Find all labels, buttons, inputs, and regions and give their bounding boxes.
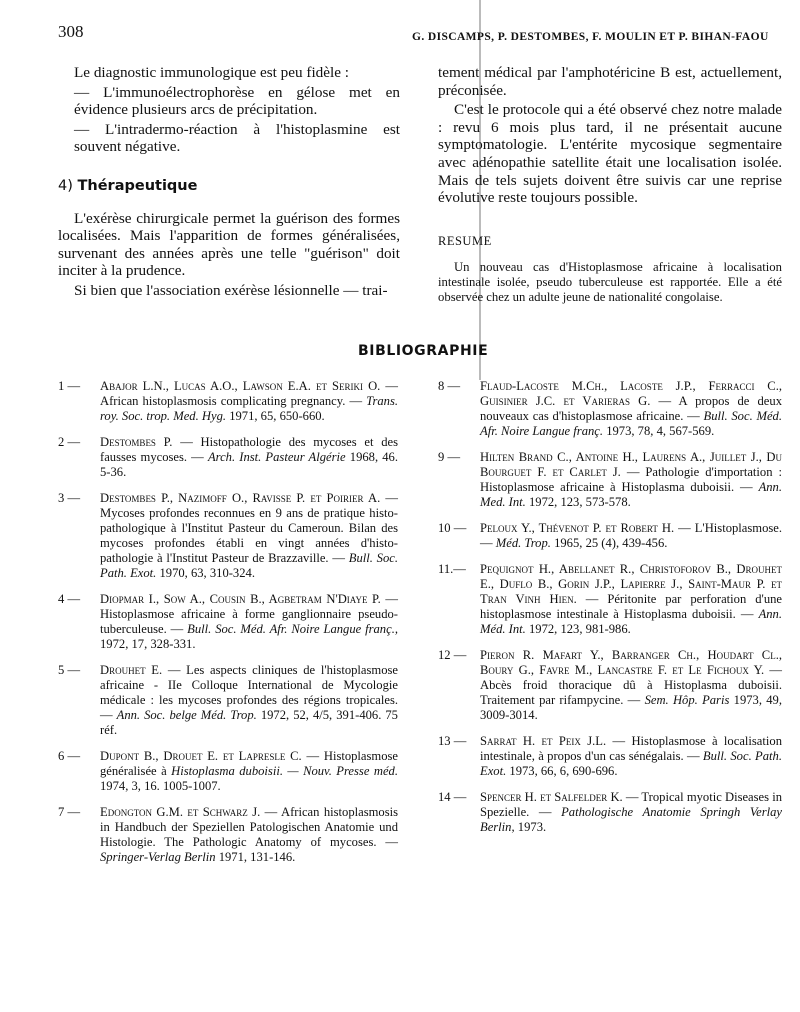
ref-authors: Destombes P., Nazimoff O., Ravisse P. et Poirier A. xyxy=(100,491,381,505)
reference-item xyxy=(58,491,398,581)
resume-heading: RESUME xyxy=(438,233,492,248)
ref-authors: Abajor L.N., Lucas A.O., Lawson E.A. et Seriki O. xyxy=(100,379,381,393)
ref-details: 1974, 3, 16. 1005-1007. xyxy=(100,779,221,793)
bibliography-left-column xyxy=(58,379,398,876)
ref-details: 1972, 52, 4/5, 391-406. 75 réf. xyxy=(100,708,398,737)
ref-number: 1 — xyxy=(58,379,81,393)
ref-title: — L'Histoplasmose. — xyxy=(480,521,783,550)
reference-item xyxy=(438,734,782,779)
ref-title: — Pathologie d'importation : Histoplasmose africaine à Histoplasma duboisii. — xyxy=(480,465,782,494)
ref-source: Bull. Soc. Path. Exot. xyxy=(100,551,399,580)
ref-authors: Flaud-Lacoste M.Ch., Lacoste J.P., Ferracci C., Guisinier J.C. et Varieras G. xyxy=(480,379,782,408)
reference-item xyxy=(58,663,398,738)
bibliography-right-column xyxy=(438,379,782,846)
reference-item xyxy=(58,749,398,794)
ref-authors: Sarrat H. et Peix J.L. xyxy=(480,734,607,748)
ref-details: 1972, 17, 328-331. xyxy=(100,637,196,651)
ref-title: — Histoplasmose généralisée à xyxy=(100,749,399,778)
ref-title: — Péritonite par perforation d'une histoplasmose intestinale à Histoplasma duboisii. — xyxy=(480,592,783,621)
ref-title: — African histoplasmosis in Handbuch der Speziellen Patologischen Anatomie und Histologie. The Pathologic Anatomy of mycoses. — xyxy=(100,805,398,849)
reference-item xyxy=(438,450,782,510)
running-header-authors: G. DISCAMPS, P. DESTOMBES, F. MOULIN ET P. BIHAN-FAOU xyxy=(412,31,769,43)
ref-number: 4 — xyxy=(58,592,81,606)
ref-details: 1968, 46. 5-36. xyxy=(100,450,398,479)
resume-text: Un nouveau cas d'Histoplasmose africaine à localisation intestinale isolée, pseudo tuberculeuse est rapportée. Elle a été observée chez un adulte jeune de nationalité congolaise. xyxy=(438,260,782,305)
ref-source: Sem. Hôp. Paris xyxy=(644,693,730,707)
ref-details: 1972, 123, 573-578. xyxy=(528,495,631,509)
paragraph: tement médical par l'amphotéricine B est, actuellement, préconisée. xyxy=(438,64,782,99)
reference-item xyxy=(58,592,398,652)
reference-item xyxy=(438,521,782,551)
section-heading-number: 4) xyxy=(58,177,73,194)
ref-number: 12 — xyxy=(438,648,467,662)
ref-authors: Peloux Y., Thévenot P. et Robert H. xyxy=(480,521,675,535)
ref-source: Bull. Soc. Méd. Afr. Noire Langue franç. xyxy=(480,409,782,438)
ref-number: 10 — xyxy=(438,521,467,535)
dash-item: — L'immunoélectrophorèse en gélose met en évidence plusieurs arcs de précipitation. xyxy=(74,83,400,119)
ref-number: 13 — xyxy=(438,734,467,748)
left-text-column xyxy=(58,64,400,302)
ref-title: — Les aspects cliniques de l'histoplasmose africaine - IIe Colloque International de Mycologie médicale : les mycoses profondes des régions tropicales. — xyxy=(100,663,398,722)
ref-number: 3 — xyxy=(58,491,81,505)
ref-details: 1973, 66, 6, 690-696. xyxy=(509,764,618,778)
paragraph: Le diagnostic immunologique est peu fidèle : xyxy=(74,64,349,81)
ref-authors: Spencer H. et Salfelder K. xyxy=(480,790,623,804)
reference-item xyxy=(438,790,782,835)
ref-number: 14 — xyxy=(438,790,467,804)
ref-number: 8 — xyxy=(438,379,461,393)
reference-item xyxy=(58,379,398,424)
ref-authors: Hilten Brand C., Antoine H., Laurens A., Juillet J., Du Bourguet F. et Carlet J. xyxy=(480,450,782,479)
ref-details: 1972, 123, 981-986. xyxy=(528,622,631,636)
ref-details: 1965, 25 (4), 439-456. xyxy=(554,536,668,550)
ref-title: — African histoplasmosis complicating pregnancy. — xyxy=(100,379,398,408)
ref-details: 1971, 65, 650-660. xyxy=(229,409,325,423)
paragraph: L'exérèse chirurgicale permet la guérison des formes localisées. Mais l'apparition de formes généralisées, survenant des années après une telle "guérison" doit inciter à la prudence. xyxy=(58,209,400,280)
ref-title: — Histoplasmose à localisation intestinale, à propos d'un cas sénégalais. — xyxy=(480,734,782,763)
ref-source: Ann. Méd. Int. xyxy=(480,607,782,636)
ref-authors: Dupont B., Drouet E. et Lapresle C. xyxy=(100,749,302,763)
ref-authors: Edongton G.M. et Schwarz J. xyxy=(100,805,261,819)
paragraph: Si bien que l'association exérèse lésionnelle — trai- xyxy=(74,281,388,299)
reference-item xyxy=(438,379,782,439)
ref-details: 1973, 49, 3009-3014. xyxy=(480,693,782,722)
ref-source: Springer-Verlag Berlin xyxy=(100,850,216,864)
ref-source: Bull. Soc. Méd. Afr. Noire Langue franç., xyxy=(187,622,398,636)
ref-number: 2 — xyxy=(58,435,81,449)
ref-source: Ann. Med. Int. xyxy=(480,480,782,509)
right-text-column xyxy=(438,64,782,307)
reference-item xyxy=(438,648,782,723)
ref-authors: Destombes P. xyxy=(100,435,173,449)
ref-number: 9 — xyxy=(438,450,461,464)
ref-authors: Pieron R. Mafart Y., Barranger Ch., Houdart Cl., Boury G., Favre M., Lancastre F. et Le Fichoux Y. xyxy=(480,648,782,677)
ref-title: — Mycoses profondes reconnues en 9 ans de pratique histo-pathologique à l'Institut Pasteur du Cameroun. Bilan des mycoses profondes établi en vingt années d'histo-pathologie à l'Institut Pasteur de Brazzaville. — xyxy=(100,491,398,565)
section-heading xyxy=(58,178,400,196)
ref-details: 1971, 131-146. xyxy=(218,850,296,864)
section-heading-title: Thérapeutique xyxy=(77,177,198,194)
ref-title: — Histopathologie des mycoses et des fausses mycoses. — xyxy=(100,435,398,464)
ref-source: Arch. Inst. Pasteur Algérie xyxy=(207,450,346,464)
page-number: 308 xyxy=(58,22,84,41)
ref-source: Histoplasma duboisii. — Nouv. Presse méd. xyxy=(171,764,398,778)
reference-item xyxy=(58,435,398,480)
ref-authors: Diopmar I., Sow A., Cousin B., Agbetram N'Diaye P. xyxy=(100,592,381,606)
bibliography-heading: BIBLIOGRAPHIE xyxy=(358,343,489,359)
ref-title: — Abcès froid thoracique dû à Histoplasma duboisii. Traitement par rifampycine. — xyxy=(480,663,782,707)
ref-details: 1973, 78, 4, 567-569. xyxy=(606,424,715,438)
dash-item: — L'intradermo-réaction à l'histoplasmine est souvent négative. xyxy=(74,120,400,156)
ref-source: Méd. Trop. xyxy=(495,536,551,550)
reference-item xyxy=(438,562,782,637)
ref-source: Trans. roy. Soc. trop. Med. Hyg. xyxy=(100,394,398,423)
reference-item xyxy=(58,805,398,865)
ref-authors: Drouhet E. xyxy=(100,663,163,677)
ref-title: — Tropical myotic Diseases in Spezielle. — xyxy=(480,790,783,819)
ref-title: — A propos de deux nouveaux cas d'histoplasmose africaine. — xyxy=(480,394,782,423)
ref-details: 1970, 63, 310-324. xyxy=(159,566,255,580)
ref-authors: Pequignot H., Abellanet R., Christoforov B., Drouhet E., Duflo B., Gorin J.P., Lapierre J., Saint-Maur P. et Tran Vinh Hien. xyxy=(480,562,782,606)
ref-number: 7 — xyxy=(58,805,81,819)
ref-title: — Histoplasmose africaine à forme ganglionnaire pseudo-tuberculeuse. — xyxy=(100,592,399,636)
ref-number: 5 — xyxy=(58,663,81,677)
ref-details: 1973. xyxy=(517,820,547,834)
ref-number: 11.— xyxy=(438,562,466,576)
paragraph: C'est le protocole qui a été observé chez notre malade : revu 6 mois plus tard, il ne présentait aucune symptomatologie. L'entérite mycosique segmentaire avec adénopathie satellite était une localisation isolée. Mais de tels sujets doivent être suivis car une reprise évolutive reste toujours possible. xyxy=(438,101,782,207)
ref-source: Pathologische Anatomie Springh Verlay Berlin, xyxy=(480,805,782,834)
ref-source: Bull. Soc. Path. Exot. xyxy=(480,749,782,778)
ref-number: 6 — xyxy=(58,749,81,763)
ref-source: Ann. Soc. belge Méd. Trop. xyxy=(116,708,257,722)
